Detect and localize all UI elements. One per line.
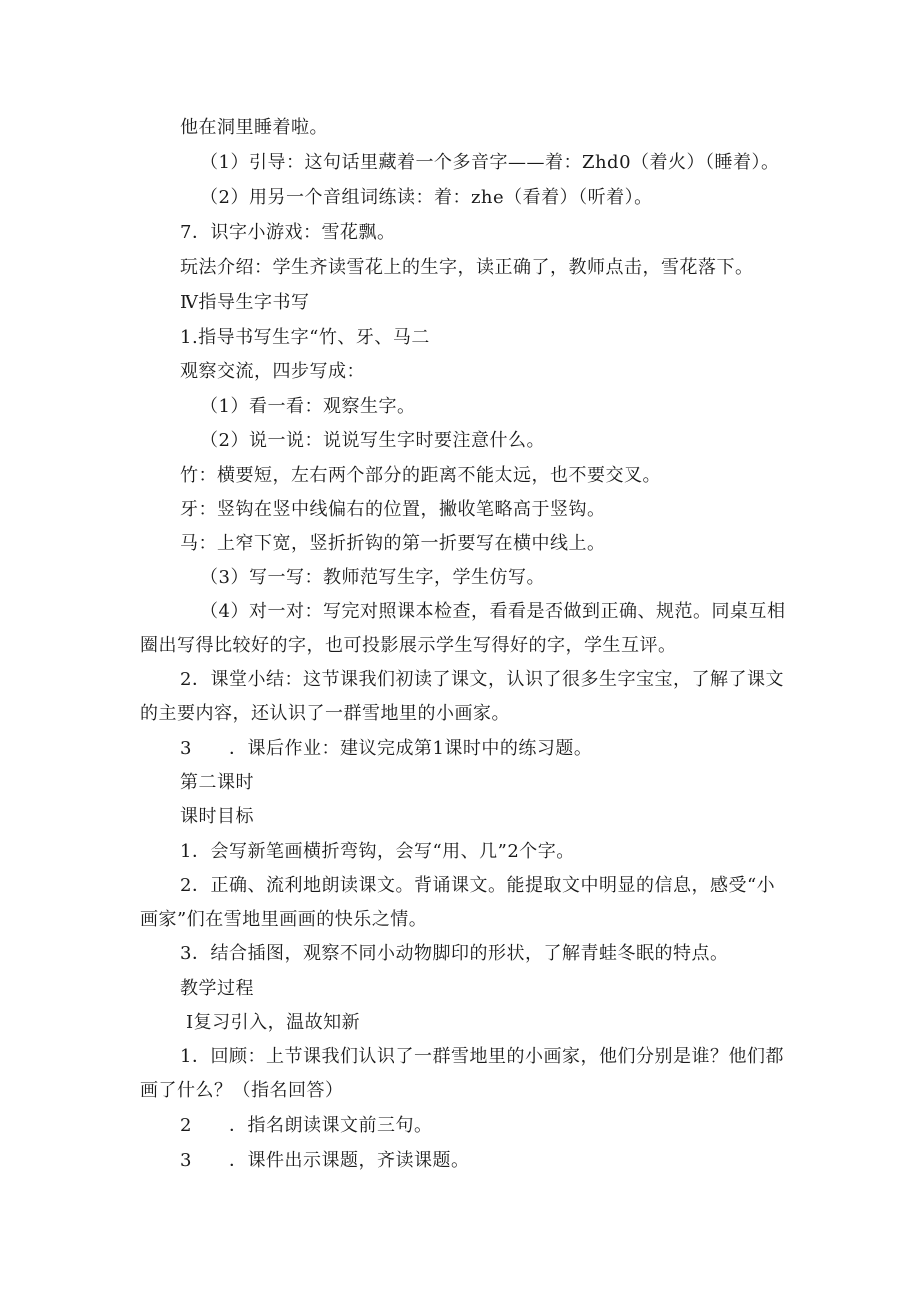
text-line: 3．结合插图，观察不同小动物脚印的形状，了解青蛙冬眠的特点。 xyxy=(180,943,729,964)
section-heading: 教学过程 xyxy=(180,978,254,999)
text-line: 1.指导书写生字“竹、牙、马二 xyxy=(180,327,430,348)
text-line: 马：上窄下宽，竖折折钩的第一折要写在横中线上。 xyxy=(180,533,606,554)
text-line: （2）用另一个音组词练读：着：zhe（看着）（听着）。 xyxy=(200,187,653,208)
text-line: （1）引导：这句话里藏着一个多音字——着：Zhd0（着火）（睡着）。 xyxy=(200,152,780,173)
text-line: 画了什么？（指名回答） xyxy=(140,1080,344,1101)
text-line: 圈出写得比较好的字，也可投影展示学生写得好的字，学生互评。 xyxy=(140,635,677,656)
text-line: 7．识字小游戏：雪花飘。 xyxy=(180,222,396,243)
text-line: （4）对一对：写完对照课本检查，看看是否做到正确、规范。同桌互相 xyxy=(200,601,786,622)
text-line: 2．正确、流利地朗读课文。背诵课文。能提取文中明显的信息，感受“小 xyxy=(180,875,776,896)
text-line: 玩法介绍：学生齐读雪花上的生字，读正确了，教师点击，雪花落下。 xyxy=(180,257,754,278)
section-heading: 课时目标 xyxy=(180,806,254,827)
text-line: （3）写一写：教师范写生字，学生仿写。 xyxy=(200,567,545,588)
text-line: 1．回顾：上节课我们认识了一群雪地里的小画家，他们分别是谁？他们都 xyxy=(180,1046,784,1067)
text-line: 2 ．指名朗读课文前三句。 xyxy=(180,1115,433,1136)
text-line: 1．会写新笔画横折弯钩，会写“用、几”2个字。 xyxy=(180,841,575,862)
text-line: 3 ．课后作业：建议完成第1课时中的练习题。 xyxy=(180,738,593,759)
text-line: 的主要内容，还认识了一群雪地里的小画家。 xyxy=(140,703,510,724)
text-line: 观察交流，四步写成： xyxy=(180,361,365,382)
section-heading: Ⅳ指导生字书写 xyxy=(180,292,310,313)
text-line: 3 ．课件出示课题，齐读课题。 xyxy=(180,1150,470,1171)
text-line: 竹：横要短，左右两个部分的距离不能太远，也不要交叉。 xyxy=(180,465,661,486)
section-heading: Ⅰ复习引入，温故知新 xyxy=(186,1012,361,1033)
text-line: 画家”们在雪地里画画的快乐之情。 xyxy=(140,909,428,930)
text-line: 牙：竖钩在竖中线偏右的位置，撇收笔略高于竖钩。 xyxy=(180,499,606,520)
text-line: 他在洞里睡着啦。 xyxy=(180,117,328,138)
text-line: （1）看一看：观察生字。 xyxy=(200,396,416,417)
section-heading: 第二课时 xyxy=(180,772,254,793)
text-line: 2．课堂小结：这节课我们初读了课文，认识了很多生字宝宝，了解了课文 xyxy=(180,669,784,690)
text-line: （2）说一说：说说写生字时要注意什么。 xyxy=(200,430,545,451)
